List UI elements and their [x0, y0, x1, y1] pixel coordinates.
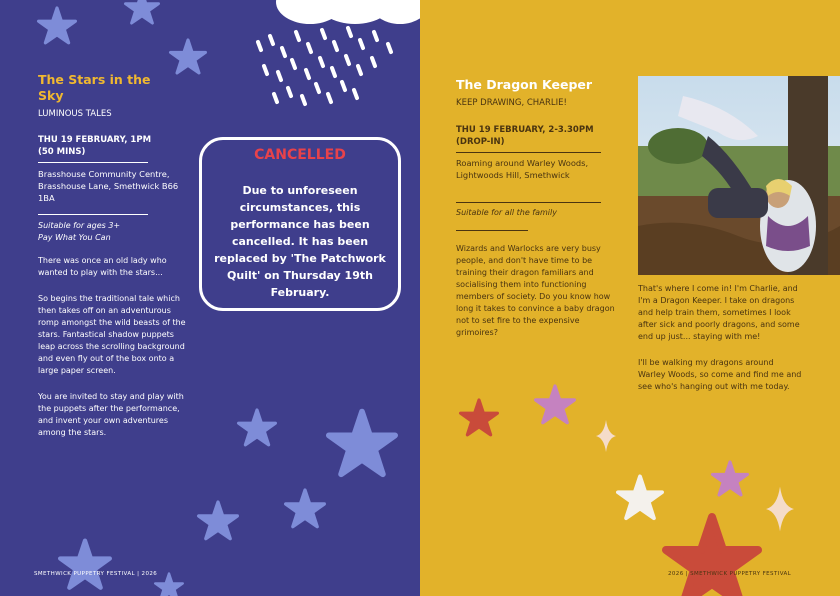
star-icon: [196, 500, 240, 542]
star-icon: [58, 538, 112, 592]
star-icon: [236, 408, 278, 448]
event-suitability: [38, 220, 188, 244]
divider: [38, 162, 148, 163]
divider: [456, 202, 601, 203]
star-icon: [284, 488, 326, 530]
rain-icon: [248, 22, 418, 112]
right-page: [420, 0, 840, 596]
photo-image: [638, 76, 840, 275]
sparkle-icon: [596, 420, 616, 452]
divider: [38, 214, 148, 215]
cancelled-message: Due to unforeseen circumstances, this performance has been cancelled. It has been replaced by 'The Patchwork Quilt' on Thursday 19th February.: [214, 184, 386, 299]
cancelled-notice: [199, 137, 401, 311]
event-title: The Stars in the Sky: [38, 72, 151, 103]
star-icon: [36, 6, 78, 46]
quote-paragraph: I'll be walking my dragons around Warley Woods, so come and find me and see who's hanging out with me today.: [638, 358, 802, 391]
page-footer: SMETHWICK PUPPETRY FESTIVAL | 2026: [34, 571, 158, 577]
event-date: THU 19 FEBRUARY, 2-3.30PM (DROP-IN): [456, 125, 594, 147]
star-icon: [616, 474, 664, 522]
divider: [456, 152, 601, 153]
dragon-keeper-photo: [638, 76, 840, 275]
performer-quote: [638, 283, 803, 407]
suitability-text: Suitable for ages 3+: [38, 221, 121, 230]
quote-paragraph: That's where I come in! I'm Charlie, and I'm a Dragon Keeper. I take on dragons and help train them, sometimes I look after sick and poorly dragons, and some end up just... staying with me!: [638, 284, 800, 341]
event-venue: Roaming around Warley Woods, Lightwoods Hill, Smethwick: [456, 158, 589, 180]
sparkle-icon: [766, 486, 794, 532]
star-icon: [168, 38, 208, 76]
description-paragraph: So begins the traditional tale which then takes off on an adventurous romp amongst the wild beasts of the stars. Fantastical shadow puppets leap across the scrolling background and even fly out of the box onto a large paper screen.: [38, 294, 186, 375]
event-title: The Dragon Keeper: [456, 77, 593, 92]
company-name: KEEP DRAWING, CHARLIE!: [456, 98, 567, 108]
event-suitability: Suitable for all the family: [456, 208, 557, 217]
star-icon: [458, 398, 500, 438]
description-paragraph: There was once an old lady who wanted to play with the stars...: [38, 256, 167, 277]
divider: [456, 230, 528, 231]
description-paragraph: You are invited to stay and play with the puppets after the performance, and invent your own adventures among the stars.: [38, 392, 184, 437]
star-icon: [326, 408, 398, 480]
event-description: [38, 255, 188, 453]
price-text: Pay What You Can: [38, 233, 111, 242]
company-name: LUMINOUS TALES: [38, 109, 112, 119]
event-date: THU 19 FEBRUARY, 1PM (50 MINS): [38, 135, 152, 157]
star-icon: [710, 460, 750, 498]
cancelled-heading: CANCELLED: [254, 147, 346, 163]
page-footer: 2026 | SMETHWICK PUPPETRY FESTIVAL: [668, 571, 792, 577]
event-venue: Brasshouse Community Centre, Brasshouse Lane, Smethwick B66 1BA: [38, 169, 179, 203]
star-icon: [120, 0, 164, 26]
star-icon: [534, 384, 576, 426]
star-icon: [660, 512, 764, 596]
event-description: Wizards and Warlocks are very busy people, and don't have time to be training their dragon familiars and socialising them into functioning members of society. Do you know how long it takes to convince a baby dragon not to set fire to the expensive grimoires?: [456, 244, 615, 337]
